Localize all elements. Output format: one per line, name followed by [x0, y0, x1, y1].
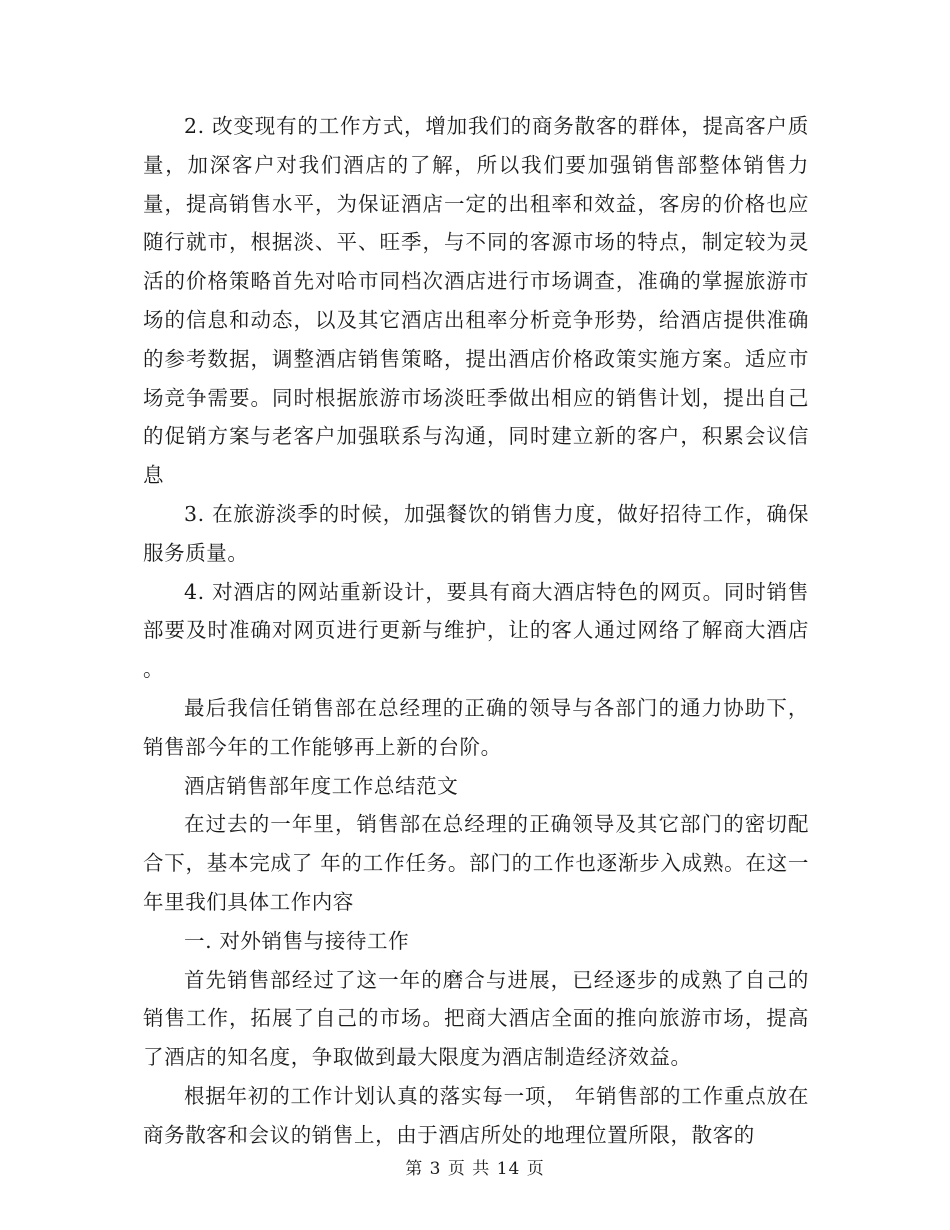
- page-number: 第 3 页 共 14 页: [405, 1159, 545, 1179]
- paragraph-3: 4. 对酒店的网站重新设计，要具有商大酒店特色的网页。同时销售部要及时准确对网页进行更新与维护，让的客人通过网络了解商大酒店 。: [143, 579, 809, 682]
- section-title: 酒店销售部年度工作总结范文: [184, 773, 459, 798]
- paragraph-4: 最后我信任销售部在总经理的正确的领导与各部门的通力协助下，销售部今年的工作能够再上新的台阶。: [143, 695, 809, 759]
- paragraph-7: 根据年初的工作计划认真的落实每一项， 年销售部的工作重点放在商务散客和会议的销售上，由于酒店所处的地理位置所限，散客的: [143, 1083, 809, 1147]
- paragraph-5: 在过去的一年里，销售部在总经理的正确领导及其它部门的密切配合下，基本完成了 年的工作任务。部门的工作也逐渐步入成熟。在这一年里我们具体工作内容: [143, 812, 809, 914]
- section-heading-1: 一. 对外销售与接待工作: [184, 928, 410, 953]
- paragraph-6: 首先销售部经过了这一年的磨合与进展，已经逐步的成熟了自己的销售工作，拓展了自己的市场。把商大酒店全面的推向旅游市场，提高了酒店的知名度，争取做到最大限度为酒店制造经济效益。: [143, 967, 809, 1070]
- paragraph-1: 2. 改变现有的工作方式，增加我们的商务散客的群体，提高客户质量，加深客户对我们酒店的了解，所以我们要加强销售部整体销售力量，提高销售水平，为保证酒店一定的出租率和效益，客房的价格也应随行就市，根据淡、平、旺季，与不同的客源市场的特点，制定较为灵活的价格策略首先对哈市同档次酒店进行市场调查，准确的掌握旅游市场的信息和动态，以及其它酒店出租率分析竞争形势，给酒店提供准确的参考数据，调整酒店销售策略，提出酒店价格政策实施方案。适应市场竞争需要。同时根据旅游市场淡旺季做出相应的销售计划，提出自己的促销方案与老客户加强联系与沟通，同时建立新的客户，积累会议信息: [143, 114, 809, 488]
- document-body: [143, 107, 809, 1155]
- paragraph-2: 3. 在旅游淡季的时候，加强餐饮的销售力度，做好招待工作，确保服务质量。: [143, 501, 809, 565]
